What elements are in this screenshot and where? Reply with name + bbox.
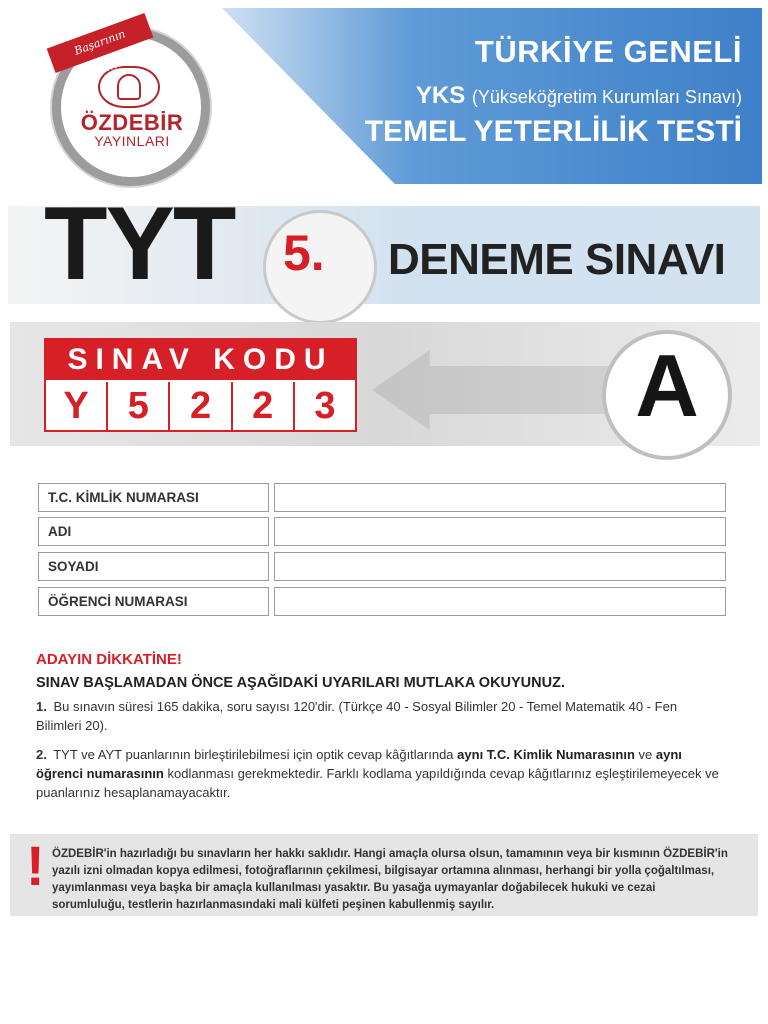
header-line-2 bbox=[416, 82, 742, 110]
booklet-type: A bbox=[635, 336, 699, 435]
item-number: 1. bbox=[36, 699, 47, 714]
exam-name: DENEME SINAVI bbox=[388, 235, 726, 284]
item-text: Bu sınavın süresi 165 dakika, soru sayısı 120'dir. (Türkçe 40 - Sosyal Bilimler 20 - Temel Matematik 40 - Fen Bilimleri 20). bbox=[36, 699, 678, 733]
exam-title: TYT bbox=[44, 186, 235, 302]
publisher-name: ÖZDEBİR bbox=[80, 110, 184, 135]
warning-subtitle: SINAV BAŞLAMADAN ÖNCE AŞAĞIDAKİ UYARILARI MUTLAKA OKUYUNUZ. bbox=[36, 675, 565, 691]
form-row-adi bbox=[38, 517, 726, 548]
field-label: ADI bbox=[38, 517, 269, 546]
form-row-tc-kimlik bbox=[38, 483, 726, 514]
header-line-3: TEMEL YETERLİLİK TESTİ bbox=[364, 115, 742, 148]
exam-system-full: (Yükseköğretim Kurumları Sınavı) bbox=[471, 87, 742, 107]
emblem-inner-icon bbox=[117, 74, 141, 100]
exam-code-char: Y bbox=[46, 382, 108, 430]
field-label: SOYADI bbox=[38, 552, 269, 581]
exam-system: YKS bbox=[415, 82, 466, 109]
exam-code-char: 2 bbox=[233, 382, 295, 430]
form-row-ogrenci-no bbox=[38, 587, 726, 618]
name-field[interactable] bbox=[274, 517, 726, 546]
surname-field[interactable] bbox=[274, 552, 726, 581]
item-emphasis: aynı T.C. Kimlik Numarasının bbox=[457, 747, 635, 762]
exam-code-char: 2 bbox=[170, 382, 232, 430]
item-emphasis: aynı öğrenci numarasının bbox=[36, 747, 682, 781]
exam-code-char: 5 bbox=[108, 382, 170, 430]
header-line-1: TÜRKİYE GENELİ bbox=[474, 34, 742, 69]
instruction-item-2 bbox=[36, 745, 724, 802]
form-row-soyadi bbox=[38, 552, 726, 583]
student-number-field[interactable] bbox=[274, 587, 726, 616]
tc-kimlik-field[interactable] bbox=[274, 483, 726, 512]
copyright-notice: ÖZDEBİR'in hazırladığı bu sınavların her hakkı saklıdır. Hangi amaçla olursa olsun, tamamının veya bir kısmının ÖZDEBİR'in yazılı izni olmadan kopya edilmesi, fotoğraflarının çekilmesi, bilgisayar ortamına alınması, herhangi bir yolla çoğaltılması, yayımlanması veya başka bir amaçla kullanılması yasaktır. Bu yasağa uymayanlar doğabilecek hukuki ve cezai sorumluluğu, testlerin hazırlanmasındaki mali külfeti peşinen kabullenmiş sayılır. bbox=[52, 848, 728, 911]
item-number: 2. bbox=[36, 747, 47, 762]
item-text: TYT ve AYT puanlarının birleştirilebilmesi için optik cevap kâğıtlarında bbox=[53, 747, 454, 762]
exam-code-label: SINAV KODU bbox=[46, 340, 355, 380]
publisher-slogan-ribbon: Başarının Anahtarı bbox=[47, 13, 154, 73]
exam-code-box bbox=[44, 338, 357, 432]
instruction-item-1 bbox=[36, 697, 724, 735]
field-label: ÖĞRENCİ NUMARASI bbox=[38, 587, 269, 616]
exclamation-icon: ! bbox=[26, 834, 45, 897]
item-text: kodlanması gerekmektedir. Farklı kodlama yapıldığında cevap kâğıtlarınız eşleştirilemeyecek ve puanlarınız hesaplanamayacaktır. bbox=[36, 766, 719, 800]
exam-code-char: 3 bbox=[314, 385, 336, 427]
field-label: T.C. KİMLİK NUMARASI bbox=[38, 483, 269, 512]
item-text: ve bbox=[638, 747, 653, 762]
warning-title: ADAYIN DİKKATİNE! bbox=[36, 651, 182, 668]
exam-number: 5. bbox=[283, 225, 325, 281]
publisher-subtitle: YAYINLARI bbox=[94, 133, 170, 149]
exam-code-cells bbox=[46, 382, 355, 430]
